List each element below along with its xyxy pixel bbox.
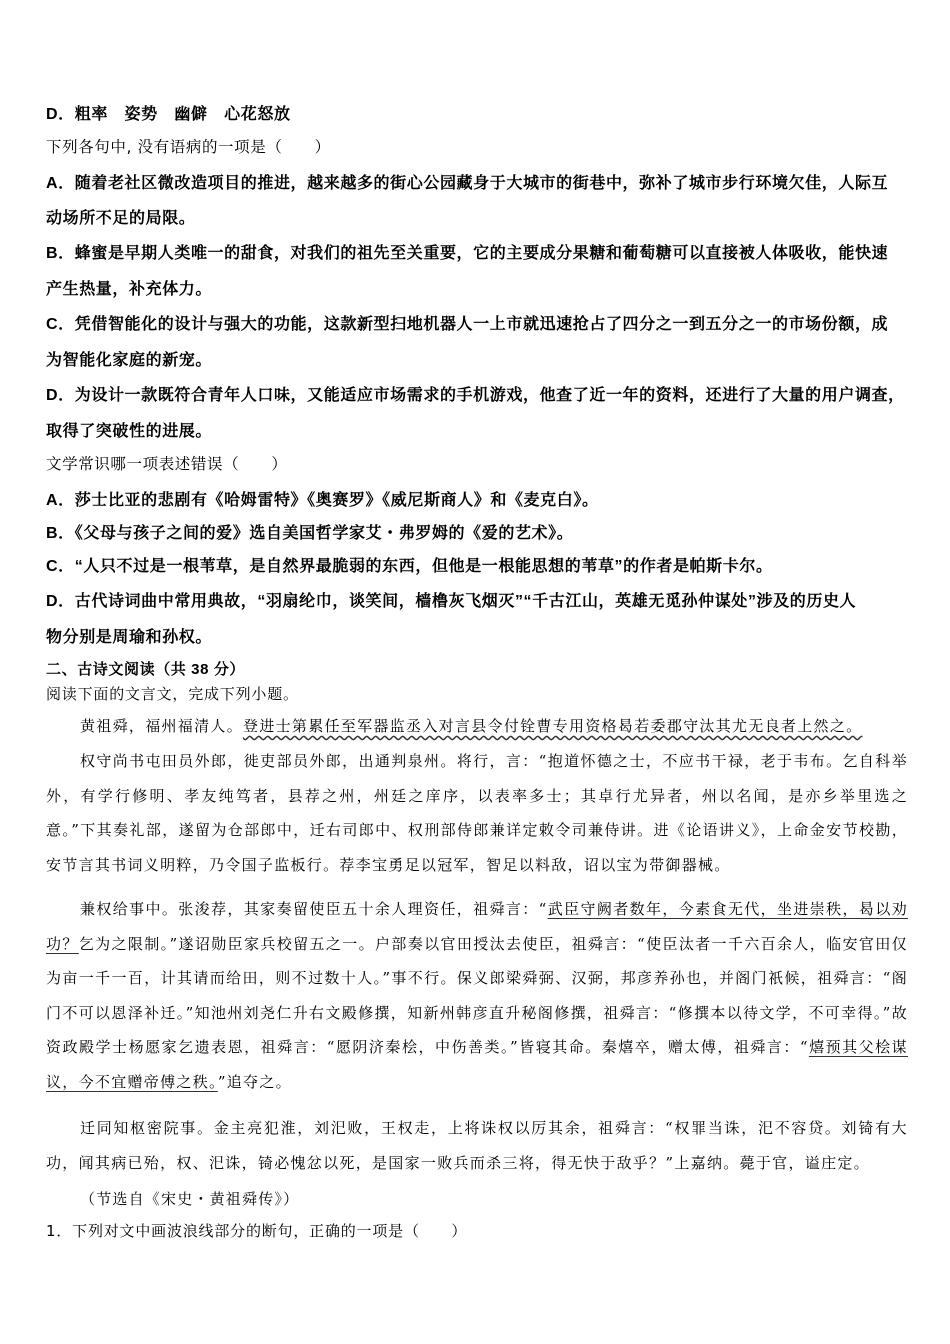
grammar-option-c-line2: 为智能化家庭的新宠。 (46, 352, 213, 369)
grammar-option-c-line1: C．凭借智能化的设计与强大的功能，这款新型扫地机器人一上市就迅速抢占了四分之一到五分之一的市场份额，成 (46, 316, 889, 333)
grammar-option-a-line1: A．随着老社区微改造项目的推进，越来越多的街心公园藏身于大城市的街巷中，弥补了城市步行环境欠佳，人际互 (46, 175, 889, 192)
section-heading: 二、古诗文阅读（共 38 分） (46, 661, 246, 678)
grammar-option-d-line1: D．为设计一款既符合青年人口味，又能适应市场需求的手机游戏，他查了近一年的资料，还进行了大量的用户调查， (46, 387, 905, 404)
prev-question-option-d: D．粗率 姿势 幽僻 心花怒放 (46, 106, 291, 123)
grammar-option-b-line2: 产生热量，补充体力。 (46, 281, 213, 298)
passage-p3-text-b: 乞为之限制。”遂诏勋臣家兵校留五之一。户部奏以官田授汰去使臣，祖舜言：“使臣汰者一千六百余人，临安官田仅为亩一千一百，计其请而给田，则不过数十人。”事不行。保义郎梁舜弼、汉弼，邦彦养孙也，并阁门祇候，祖舜言：“阁门不可以恩泽补迁。”知池州刘尧仁升右文殿修撰，知新州韩彦直升秘阁修撰，祖舜言：“修撰本以待文学，不可幸得。”故资政殿学士杨愿家乞遗表恩，祖舜言：“愿阴济秦桧，中伤善类。”皆寝其命。秦熺卒，赠太傅，祖舜言：“ (46, 934, 908, 1056)
literature-option-b: B．《父母与孩子之间的爱》选自美国哲学家艾・弗罗姆的《爱的艺术》。 (46, 525, 574, 542)
literature-option-d-line2: 物分别是周瑜和孙权。 (46, 629, 213, 646)
passage-p3-text-a: 兼权给事中。张浚荐，其家奏留使臣五十余人理资任，祖舜言：“ (80, 900, 548, 918)
literature-option-a: A．莎士比亚的悲剧有《哈姆雷特》《奥赛罗》《威尼斯商人》和《麦克白》。 (46, 492, 599, 509)
grammar-option-a-line2: 动场所不足的局限。 (46, 210, 196, 227)
literature-question-stem: 文学常识哪一项表述错误（ ） (46, 455, 288, 473)
passage-p1-text: 黄祖舜，福州福清人。 (80, 717, 244, 735)
grammar-option-d-line2: 取得了突破性的进展。 (46, 423, 213, 440)
underlined-sentence-2: 熺预其父桧谋议，今不宜赠帝傅之秩。 (46, 1038, 908, 1091)
underlined-sentence-1: 武臣守阙者数年，今素食无代，坐进崇秩，曷以劝功？ (46, 900, 908, 953)
passage-source: （节选自《宋史・黄祖舜传》） (80, 1190, 300, 1208)
passage-paragraph-3 (46, 892, 908, 1099)
question-1-stem: 1．下列对文中画波浪线部分的断句，正确的一项是（ ） (46, 1222, 468, 1240)
reading-instruction: 阅读下面的文言文，完成下列小题。 (46, 685, 299, 703)
literature-option-d-line1: D．古代诗词曲中常用典故，“羽扇纶巾，谈笑间，樯橹灰飞烟灭”“千古江山，英雄无觅孙仲谋处”涉及的历史人 (46, 593, 857, 610)
grammar-question-stem: 下列各句中, 没有语病的一项是（ ） (46, 138, 331, 156)
passage-p3-text-c: ”追夺之。 (217, 1072, 292, 1091)
wavy-underlined-sentence: 登进士第累任至军器监丞入对言县令付铨曹专用资格曷若委郡守汰其尤无良者上然之。 (243, 717, 863, 735)
literature-option-c: C．“人只不过是一根苇草，是自然界最脆弱的东西，但他是一根能思想的苇草”的作者是帕斯卡尔。 (46, 558, 773, 575)
passage-paragraph-4: 迁同知枢密院事。金主亮犯淮，刘汜败，王权走，上将诛权以厉其余，祖舜言：“权罪当诛，汜不容贷。刘锜有大功，闻其病已殆，权、汜诛，锜必愧忿以死，是国家一败兵而杀三将，得无快于敌乎？”上嘉纳。薨于官，谥庄定。 (46, 1119, 908, 1172)
passage-paragraph-2: 权守尚书屯田员外郎，徙吏部员外郎，出通判泉州。将行，言：“抱道怀德之士，不应书干禄，老于韦布。乞自科举外，有学行修明、孝友纯笃者，县荐之州，州廷之庠序，以表率多士；其卓行尤异者，州以名闻，是亦乡举里选之意。”下其奏礼部，遂留为仓部郎中，迁右司郎中、权刑部侍郎兼详定敕令司兼侍讲。进《论语讲义》，上命金安节校勘，安节言其书词义明粹，乃令国子监板行。荐李宝勇足以冠军，智足以料敌，诏以宝为带御器械。 (46, 752, 908, 874)
grammar-option-b-line1: B．蜂蜜是早期人类唯一的甜食，对我们的祖先至关重要，它的主要成分果糖和葡萄糖可以直接被人体吸收，能快速 (46, 245, 889, 262)
passage-paragraph-1 (46, 709, 908, 744)
